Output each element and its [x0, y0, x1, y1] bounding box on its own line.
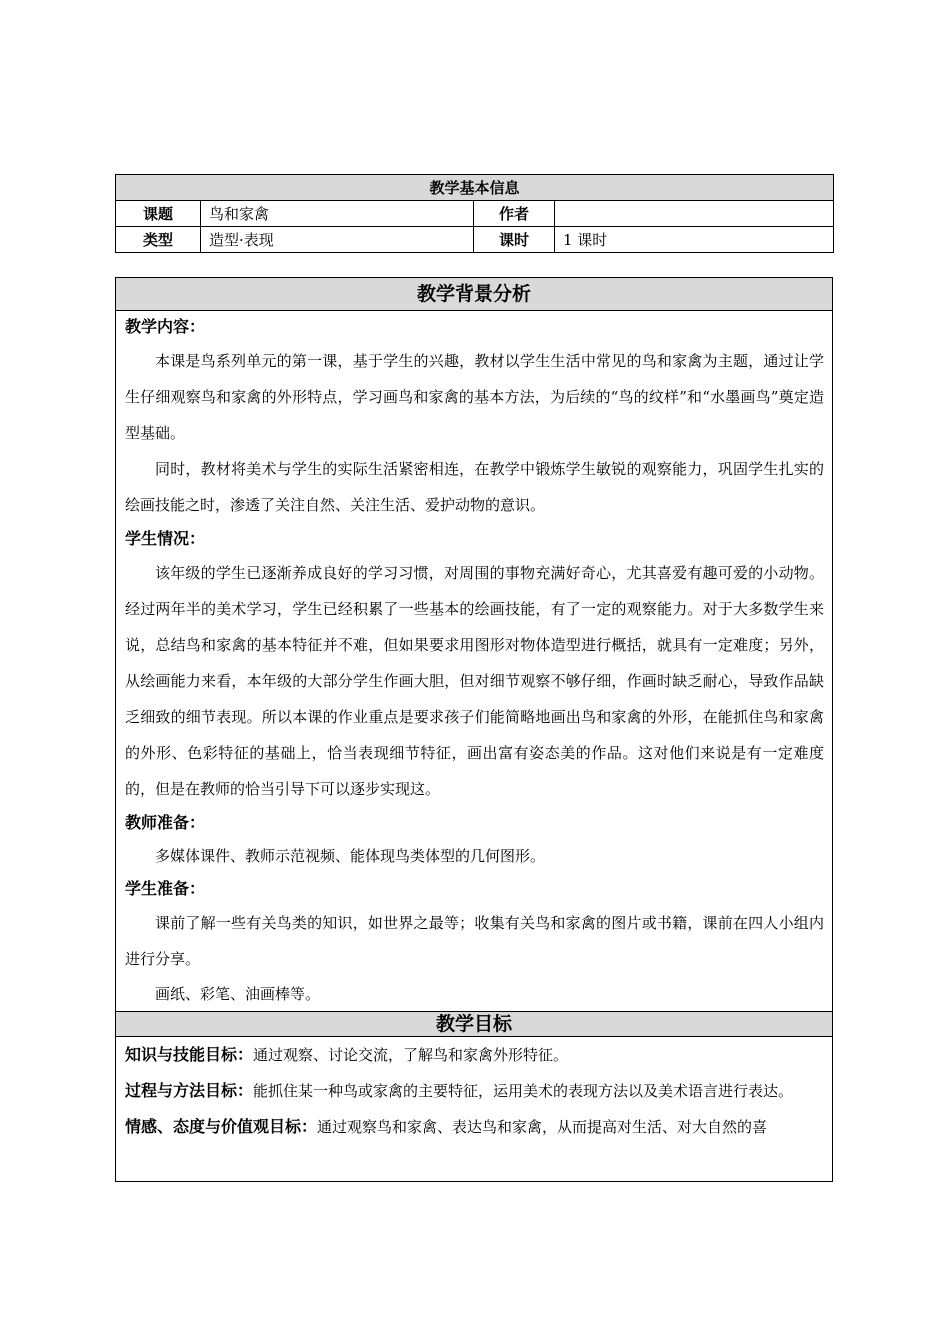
lesson-hours-value: 1 课时: [555, 227, 834, 253]
topic-value: 鸟和家禽: [201, 201, 474, 227]
content-paragraph: 同时，教材将美术与学生的实际生活紧密相连，在教学中锻炼学生敏锐的观察能力，巩固学生扎实的绘画技能之时，渗透了关注自然、关注生活、爱护动物的意识。: [125, 460, 824, 514]
knowledge-objective: [125, 1037, 824, 1073]
knowledge-objective-label: 知识与技能目标：: [125, 1045, 254, 1064]
author-label: 作者: [474, 201, 555, 227]
type-label: 类型: [116, 227, 201, 253]
background-analysis-table: [115, 277, 833, 1182]
student-situation-paragraph: 该年级的学生已逐渐养成良好的学习习惯，对周围的事物充满好奇心，尤其喜爱有趣可爱的小动物。经过两年半的美术学习，学生已经积累了一些基本的绘画技能，有了一定的观察能力。对于大多数学生来说，总结鸟和家禽的基本特征并不难，但如果要求用图形对物体造型进行概括，就具有一定难度；另外，从绘画能力来看，本年级的大部分学生作画大胆，但对细节观察不够仔细，作画时缺乏耐心，导致作品缺乏细致的细节表现。所以本课的作业重点是要求孩子们能简略地画出鸟和家禽的外形，在能抓住鸟和家禽的外形、色彩特征的基础上，恰当表现细节特征，画出富有姿态美的作品。这对他们来说是有一定难度的，但是在教师的恰当引导下可以逐步实现这。: [125, 564, 824, 798]
basic-info-table: [115, 174, 834, 253]
author-value: [555, 201, 834, 227]
content-section-title: 教学内容：: [125, 317, 206, 336]
objectives-section: [116, 1037, 832, 1145]
type-value: 造型·表现: [201, 227, 474, 253]
background-header: 教学背景分析: [116, 278, 832, 311]
topic-label: 课题: [116, 201, 201, 227]
lesson-hours-label: 课时: [474, 227, 555, 253]
process-objective-label: 过程与方法目标：: [125, 1081, 254, 1100]
objectives-header: 教学目标: [116, 1011, 832, 1037]
student-prep-paragraph: 画纸、彩笔、油画棒等。: [155, 985, 321, 1003]
emotion-objective: [125, 1109, 824, 1145]
teacher-prep-paragraph: 多媒体课件、教师示范视频、能体现鸟类体型的几何图形。: [155, 847, 546, 865]
basic-info-header: 教学基本信息: [116, 175, 834, 201]
emotion-objective-text: 通过观察鸟和家禽、表达鸟和家禽，从而提高对生活、对大自然的喜: [317, 1118, 768, 1136]
teacher-prep-title: 教师准备：: [125, 813, 206, 832]
process-objective-text: 能抓住某一种鸟或家禽的主要特征，运用美术的表现方法以及美术语言进行表达。: [253, 1082, 794, 1100]
student-prep-title: 学生准备：: [125, 879, 206, 898]
process-objective: [125, 1073, 824, 1109]
emotion-objective-label: 情感、态度与价值观目标：: [125, 1117, 318, 1136]
content-paragraph: 本课是鸟系列单元的第一课，基于学生的兴趣，教材以学生生活中常见的鸟和家禽为主题，通过让学生仔细观察鸟和家禽的外形特点，学习画鸟和家禽的基本方法，为后续的“鸟的纹样”和“水墨画鸟”奠定造型基础。: [125, 352, 824, 442]
student-prep-paragraph: 课前了解一些有关鸟类的知识，如世界之最等；收集有关鸟和家禽的图片或书籍，课前在四人小组内进行分享。: [125, 914, 824, 968]
knowledge-objective-text: 通过观察、讨论交流，了解鸟和家禽外形特征。: [253, 1046, 569, 1064]
student-situation-title: 学生情况：: [125, 529, 206, 548]
